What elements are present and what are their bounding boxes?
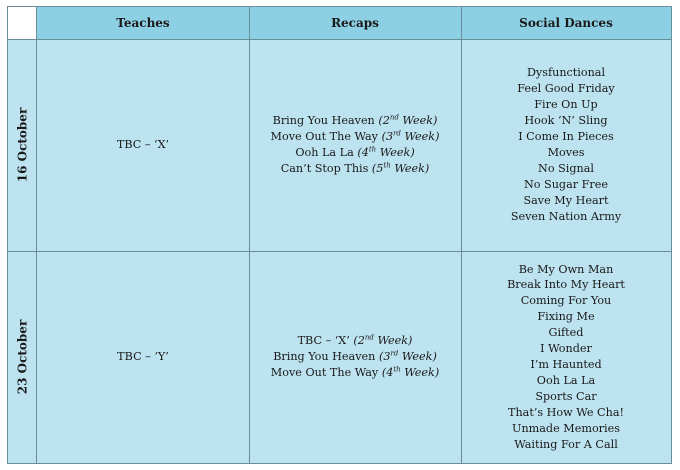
- social-dance-item: Sports Car: [535, 389, 597, 403]
- social-dance-item: Gifted: [548, 326, 584, 340]
- social-dance-item: That’s How We Cha!: [507, 405, 624, 419]
- social-dance-item: Waiting For A Call: [514, 437, 618, 451]
- row-date-label: [8, 39, 37, 251]
- recaps-cell: [249, 251, 461, 463]
- social-dance-item: No Sugar Free: [523, 177, 609, 191]
- recap-week-note: (2nd Week): [353, 333, 413, 348]
- recap-item: [271, 129, 440, 145]
- table-corner: [8, 7, 37, 39]
- recap-title: Bring You Heaven: [273, 350, 376, 364]
- recap-title: Ooh La La: [295, 146, 354, 159]
- recap-item: [273, 349, 437, 365]
- recap-title: Can’t Stop This: [280, 161, 369, 175]
- social-dance-item: No Signal: [538, 161, 594, 175]
- social-dance-item: Unmade Memories: [512, 421, 620, 435]
- social-dance-item: Dysfunctional: [526, 66, 606, 80]
- recap-item: [271, 365, 439, 381]
- social-dance-item: Ooh La La: [536, 373, 596, 387]
- row-divider: [8, 39, 671, 40]
- row-date-label: [8, 251, 37, 463]
- recap-week-note: (3rd Week): [378, 349, 437, 364]
- social-dance-item: Coming For You: [520, 294, 612, 308]
- row-date-text: 16 October: [15, 107, 30, 183]
- recap-week-note: (3rd Week): [381, 129, 440, 144]
- social-dance-item: Fixing Me: [537, 310, 595, 324]
- social-dances-cell: [461, 39, 671, 251]
- teach-cell: [37, 39, 249, 251]
- column-divider: [461, 7, 462, 463]
- recap-title: Bring You Heaven: [272, 114, 375, 128]
- recap-week-note: (5th Week): [371, 161, 430, 175]
- social-dance-item: I Come In Pieces: [518, 130, 614, 144]
- column-header-teaches: Teaches: [116, 16, 170, 30]
- row-divider: [8, 251, 671, 252]
- recap-item: [273, 113, 438, 129]
- recap-item: [298, 333, 413, 349]
- recap-week-note: (2nd Week): [378, 113, 438, 128]
- social-dance-item: Hook ‘N’ Sling: [524, 114, 608, 128]
- social-dances-cell: [461, 251, 671, 463]
- social-dance-item: Moves: [547, 146, 585, 159]
- column-divider: [249, 7, 250, 463]
- social-dance-item: I Wonder: [540, 342, 592, 356]
- recap-week-note: (4th Week): [381, 365, 440, 379]
- recap-title: Move Out The Way: [270, 365, 379, 379]
- column-header-recaps: Recaps: [331, 16, 379, 30]
- row-date-text: 23 October: [15, 319, 30, 395]
- teach-text: TBC – ‘X’: [116, 138, 170, 152]
- social-dance-item: I’m Haunted: [530, 358, 602, 371]
- social-dance-item: Break Into My Heart: [507, 278, 625, 292]
- recap-item: [281, 161, 430, 177]
- recap-title: Move Out The Way: [270, 130, 379, 144]
- social-dance-item: Be My Own Man: [518, 262, 614, 276]
- recaps-cell: [249, 39, 461, 251]
- teach-text: TBC – ‘Y’: [117, 350, 169, 364]
- column-header-social-dances: Social Dances: [519, 16, 613, 30]
- recap-week-note: (4th Week): [357, 145, 415, 159]
- social-dance-item: Seven Nation Army: [510, 209, 622, 223]
- social-dance-item: Fire On Up: [534, 98, 598, 112]
- recap-title: TBC – ‘X’: [297, 334, 350, 348]
- recap-item: [295, 145, 414, 161]
- dance-schedule-table: [7, 6, 672, 464]
- social-dance-item: Feel Good Friday: [517, 82, 615, 96]
- teach-cell: [37, 251, 249, 463]
- social-dance-item: Save My Heart: [523, 193, 609, 207]
- column-divider: [36, 7, 37, 463]
